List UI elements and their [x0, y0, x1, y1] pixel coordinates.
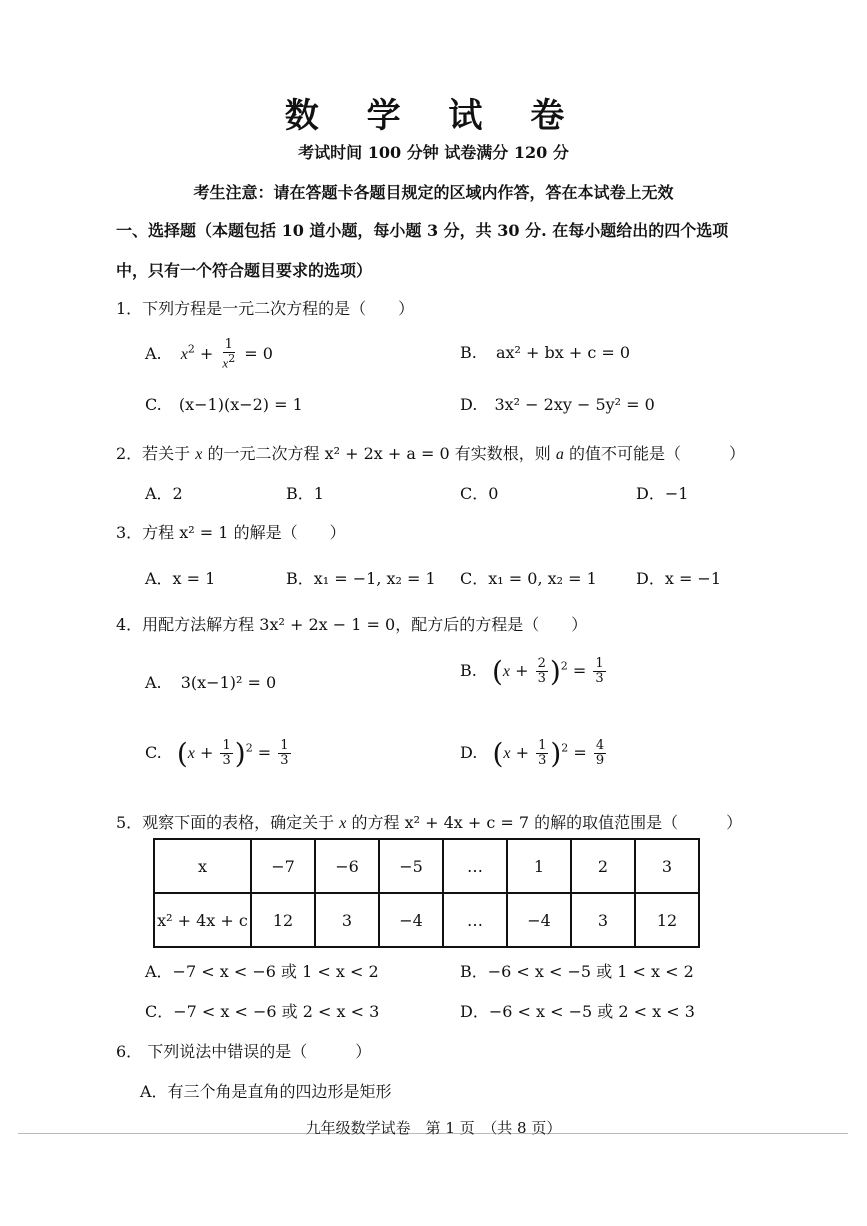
question-3-stem: 3．方程 x² = 1 的解是（ ）	[116, 523, 346, 542]
question-6-option-a: A．有三个角是直角的四边形是矩形	[140, 1082, 392, 1101]
question-1-option-b	[460, 343, 630, 362]
question-3-option-b: B．x₁ = −1, x₂ = 1	[286, 569, 436, 588]
option-label: A.	[145, 343, 162, 363]
option-label: C.	[145, 743, 162, 762]
question-4-option-b: B. (x + $\frac{2}{3}$ )$^2$ = $\frac{1}{3}$	[460, 655, 604, 688]
question-2-option-a: A．2	[145, 484, 183, 503]
table-cell: −5	[379, 839, 443, 893]
question-1-stem: 1．下列方程是一元二次方程的是（ ）	[116, 299, 415, 318]
option-a-expr: 3(x−1)² = 0	[180, 673, 277, 692]
table-row	[154, 839, 699, 893]
q3-equation: x² = 1	[179, 523, 229, 542]
table-cell: …	[443, 839, 507, 893]
page-footer: 九年级数学试卷 第 1 页 （共 8 页）	[305, 1119, 562, 1137]
exam-notice: 考生注意：请在答题卡各题目规定的区域内作答，答在本试卷上无效	[193, 183, 674, 202]
question-4-option-c: C. (x + $\frac{1}{3}$ )$^2$ = $\frac{1}{3}$	[145, 737, 289, 770]
section-heading: 一、选择题（本题包括 10 道小题，每小题 3 分，共 30 分. 在每小题给出的四个选项	[116, 221, 729, 240]
q5-equation: x² + 4x + c = 7	[404, 813, 530, 832]
question-5-option-a: A．−7 < x < −6 或 1 < x < 2	[145, 962, 379, 981]
question-1-option-a: A. $x^2$ + $\frac{1}{x^2}$ = 0	[145, 337, 273, 370]
table-cell: x² + 4x + c	[154, 893, 251, 947]
question-5-option-b: B．−6 < x < −5 或 1 < x < 2	[460, 962, 694, 981]
value-table	[153, 838, 700, 948]
question-3-option-a: A．x = 1	[145, 569, 216, 588]
question-4-option-d: D. (x + $\frac{1}{3}$ )$^2$ = $\frac{4}{9}$	[460, 737, 605, 770]
q4-equation: 3x² + 2x − 1 = 0	[259, 615, 396, 634]
question-2-option-c: C．0	[460, 484, 499, 503]
q2-equation: x² + 2x + a = 0	[324, 444, 450, 463]
question-1-option-c	[145, 395, 303, 414]
table-cell: −4	[507, 893, 571, 947]
question-5-option-d: D．−6 < x < −5 或 2 < x < 3	[460, 1002, 695, 1021]
exam-info: 考试时间 100 分钟 试卷满分 120 分	[298, 143, 569, 162]
option-c-expr: (x−1)(x−2) = 1	[178, 395, 303, 414]
table-cell: 12	[635, 893, 699, 947]
section-heading-cont: 中，只有一个符合题目要求的选项）	[116, 261, 373, 280]
option-label: D.	[460, 743, 478, 762]
table-cell: …	[443, 893, 507, 947]
page-title: 数 学 试 卷	[284, 96, 583, 136]
table-cell: 3	[571, 893, 635, 947]
table-cell: 12	[251, 893, 315, 947]
question-4-stem: 4．用配方法解方程 3x² + 2x − 1 = 0，配方后的方程是（ ）	[116, 615, 588, 634]
option-label: B.	[460, 661, 477, 680]
question-4-option-a	[145, 673, 276, 692]
option-label: D.	[460, 395, 478, 414]
table-row	[154, 893, 699, 947]
question-2-option-d: D．−1	[636, 484, 689, 503]
table-cell: 1	[507, 839, 571, 893]
question-3-option-d: D．x = −1	[636, 569, 722, 588]
question-6-stem: 6． 下列说法中错误的是（ ）	[116, 1042, 372, 1061]
table-cell: −7	[251, 839, 315, 893]
option-label: B.	[460, 343, 477, 362]
table-cell: 3	[315, 893, 379, 947]
option-label: C.	[145, 395, 162, 414]
table-cell: 2	[571, 839, 635, 893]
option-d-expr: 3x² − 2xy − 5y² = 0	[494, 395, 655, 414]
table-cell: 3	[635, 839, 699, 893]
question-5-option-c: C．−7 < x < −6 或 2 < x < 3	[145, 1002, 380, 1021]
question-3-option-c: C．x₁ = 0, x₂ = 1	[460, 569, 597, 588]
question-5-stem: 5．观察下面的表格，确定关于 x 的方程 x² + 4x + c = 7 的解的取值范围是（ ）	[116, 813, 743, 832]
table-cell: −4	[379, 893, 443, 947]
table-cell: −6	[315, 839, 379, 893]
question-1-option-d	[460, 395, 655, 414]
option-b-expr: ax² + bx + c = 0	[495, 343, 631, 362]
question-2-option-b: B．1	[286, 484, 324, 503]
table-cell: x	[154, 839, 251, 893]
question-2-stem: 2．若关于 x 的一元二次方程 x² + 2x + a = 0 有实数根，则 a 的值不可能是（ ）	[116, 444, 745, 463]
option-label: A.	[145, 673, 162, 692]
